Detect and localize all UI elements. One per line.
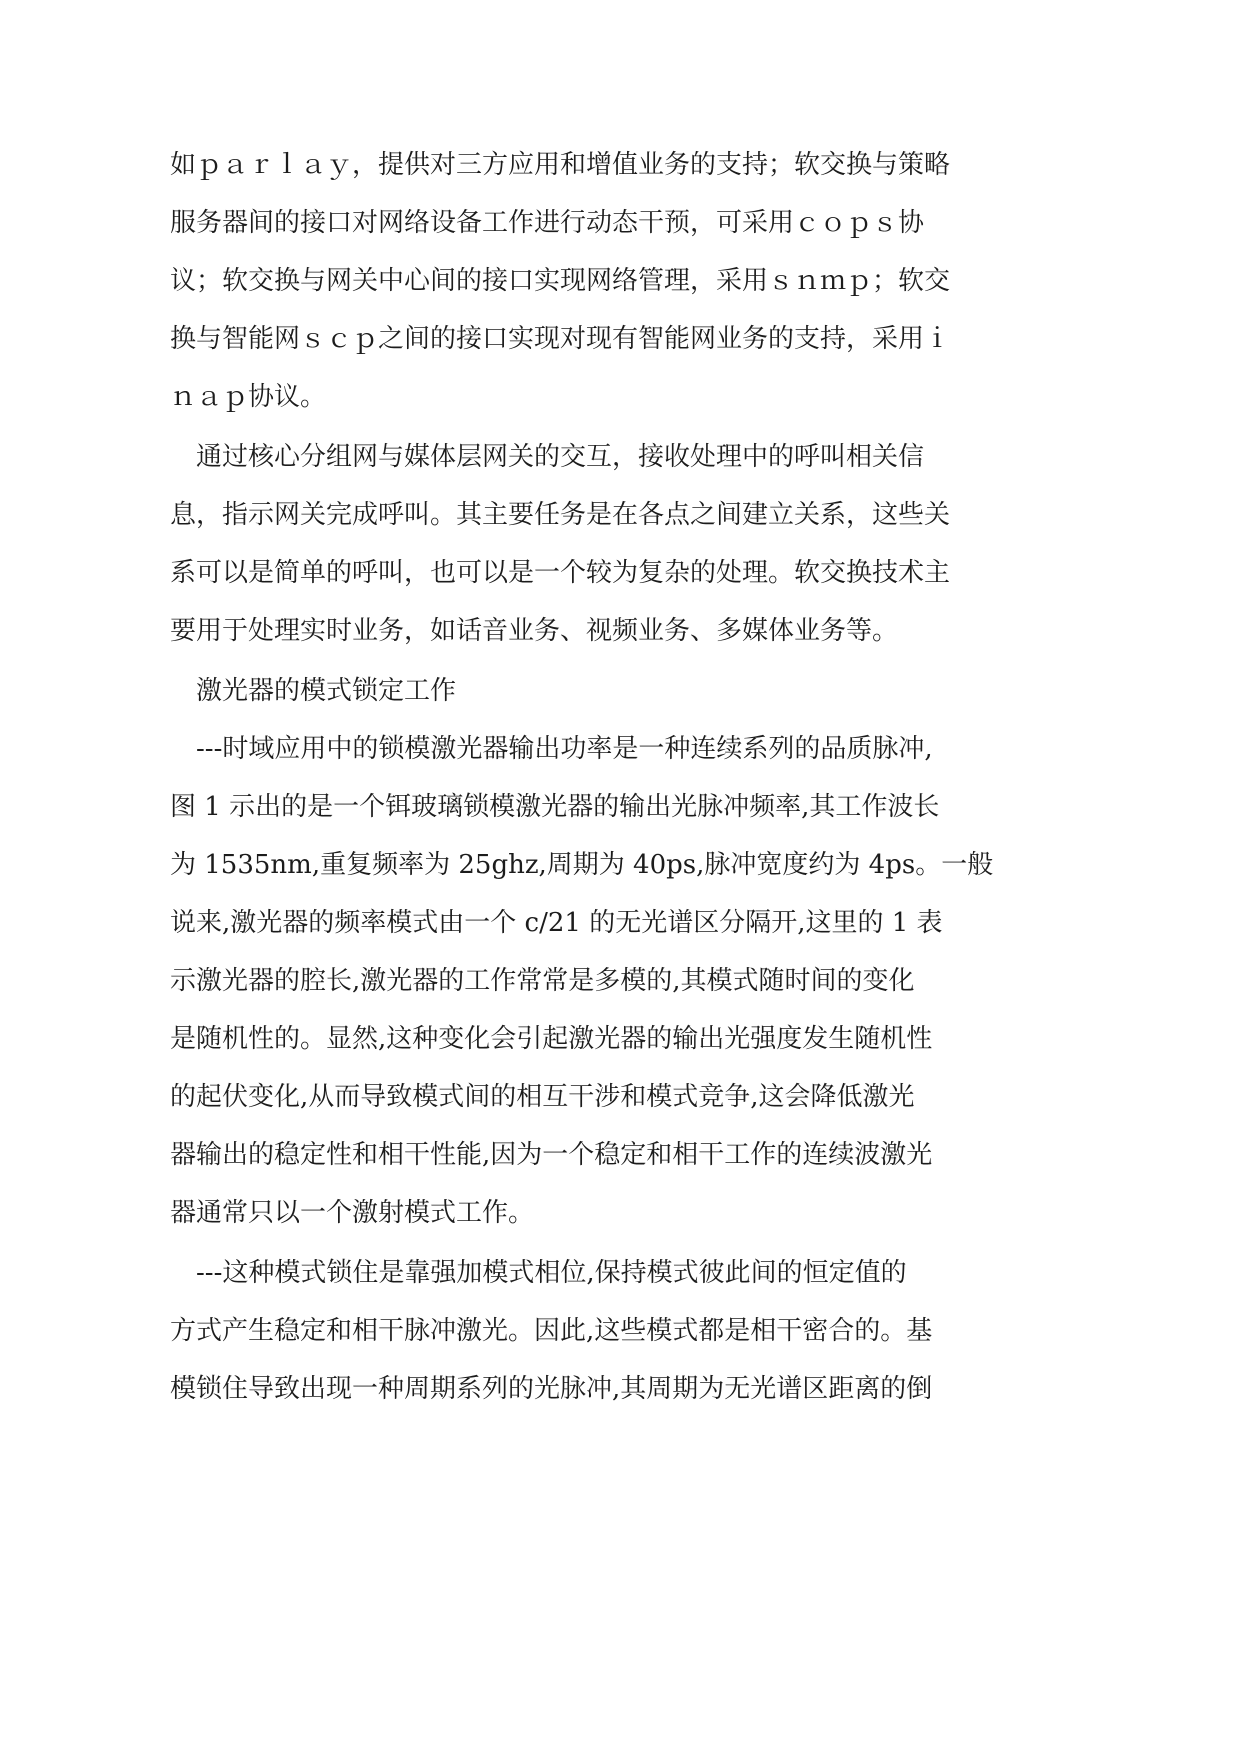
- text-line: 方式产生稳定和相干脉冲激光。因此,这些模式都是相干密合的。基: [170, 1316, 933, 1346]
- text-line: 是随机性的。显然,这种变化会引起激光器的输出光强度发生随机性: [170, 1024, 933, 1054]
- text-line: 的起伏变化,从而导致模式间的相互干涉和模式竞争,这会降低激光: [170, 1082, 915, 1112]
- paragraph-mode-locking-phase: [170, 1244, 1030, 1418]
- paragraph-mode-locked-laser: [170, 720, 1030, 1242]
- text-line: 议；软交换与网关中心间的接口实现网络管理，采用ｓｎｍｐ；软交: [170, 266, 951, 296]
- text-line: 息，指示网关完成呼叫。其主要任务是在各点之间建立关系，这些关: [170, 500, 951, 530]
- text-line: 示激光器的腔长,激光器的工作常常是多模的,其模式随时间的变化: [170, 966, 915, 996]
- text-line: 通过核心分组网与媒体层网关的交互，接收处理中的呼叫相关信: [196, 442, 925, 472]
- text-line: ---这种模式锁住是靠强加模式相位,保持模式彼此间的恒定值的: [196, 1258, 907, 1288]
- text-line: 图 1 示出的是一个铒玻璃锁模激光器的输出光脉冲频率,其工作波长: [170, 792, 940, 822]
- text-line: 器通常只以一个激射模式工作。: [170, 1198, 535, 1228]
- text-line: 模锁住导致出现一种周期系列的光脉冲,其周期为无光谱区距离的倒: [170, 1374, 933, 1404]
- text-line: ｎａｐ协议。: [170, 382, 327, 412]
- text-line: 要用于处理实时业务，如话音业务、视频业务、多媒体业务等。: [170, 616, 899, 646]
- text-line: 换与智能网ｓｃｐ之间的接口实现对现有智能网业务的支持，采用ｉ: [170, 324, 951, 354]
- text-line: 服务器间的接口对网络设备工作进行动态干预，可采用ｃｏｐｓ协: [170, 208, 925, 238]
- text-line: 系可以是简单的呼叫，也可以是一个较为复杂的处理。软交换技术主: [170, 558, 951, 588]
- paragraph-softswitch-interfaces: [170, 136, 1030, 426]
- text-line: 器输出的稳定性和相干性能,因为一个稳定和相干工作的连续波激光: [170, 1140, 933, 1170]
- text-line: 为 1535nm,重复频率为 25ghz,周期为 40ps,脉冲宽度约为 4ps。一般: [170, 850, 994, 880]
- section-heading: 激光器的模式锁定工作: [196, 676, 457, 706]
- text-line: 说来,激光器的频率模式由一个 c/21 的无光谱区分隔开,这里的 1 表: [170, 908, 943, 938]
- text-line: 如ｐａｒｌａｙ，提供对三方应用和增值业务的支持；软交换与策略: [170, 150, 951, 180]
- paragraph-softswitch-function: [170, 428, 1030, 660]
- text-line: ---时域应用中的锁模激光器输出功率是一种连续系列的品质脉冲,: [196, 734, 933, 764]
- document-body: [170, 136, 1030, 1418]
